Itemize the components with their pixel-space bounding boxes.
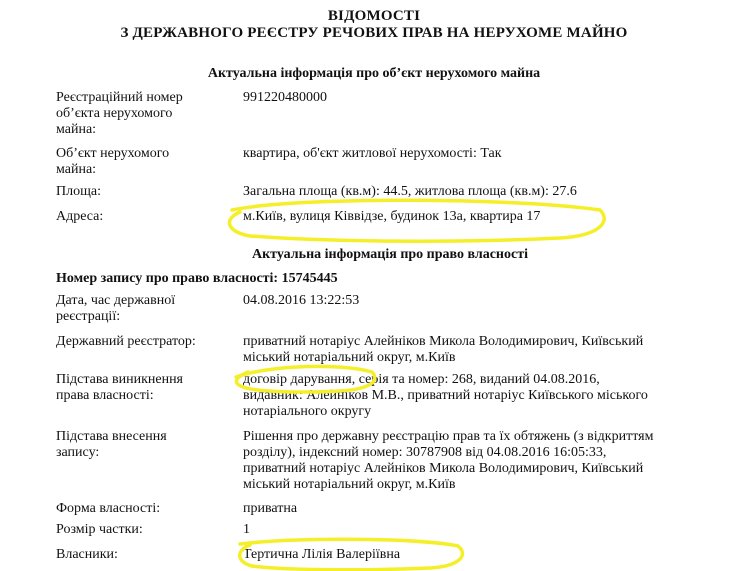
area-value: Загальна площа (кв.м): 44.5, житлова площа (кв.м): 27.6 xyxy=(243,184,577,199)
registration-number-value: 991220480000 xyxy=(243,90,327,105)
registrar-value: приватний нотаріус Алейніков Микола Володимирович, Київський міський нотаріальний округ, м.Київ xyxy=(243,334,644,365)
registrar-label: Державний реєстратор: xyxy=(56,334,196,349)
registration-number-label: Реєстраційний номер об’єкта нерухомого майна: xyxy=(56,90,183,137)
entry-basis-value: Рішення про державну реєстрацію прав та їх обтяжень (з відкриттям розділу), індексний номер: 30787908 від 04.08.2016 16:05:33, приватний нотаріус Алейніков Микола Володимирович, Київський міський нотаріальний округ, м.Київ xyxy=(243,429,654,492)
ownership-form-label: Форма власності: xyxy=(56,501,161,516)
share-size-value: 1 xyxy=(243,522,250,537)
share-size-label: Розмір частки: xyxy=(56,522,143,537)
property-object-label: Об’єкт нерухомого майна: xyxy=(56,146,170,177)
ownership-record-number: Номер запису про право власності: 15745445 xyxy=(56,271,338,286)
area-label: Площа: xyxy=(56,184,101,199)
owners-label: Власники: xyxy=(56,547,118,562)
owners-value: Тертична Лілія Валеріївна xyxy=(243,547,401,562)
ownership-basis-label: Підстава виникнення права власності: xyxy=(56,372,183,403)
object-section-heading: Актуальна інформація про об’єкт нерухомого майна xyxy=(207,66,541,81)
registration-date-label: Дата, час державної реєстрації: xyxy=(56,293,176,324)
rights-section-heading: Актуальна інформація про право власності xyxy=(252,247,528,262)
property-object-value: квартира, об'єкт житлової нерухомості: Так xyxy=(243,146,502,161)
ownership-form-value: приватна xyxy=(243,501,298,516)
entry-basis-label: Підстава внесення запису: xyxy=(56,429,167,460)
document-subtitle: З ДЕРЖАВНОГО РЕЄСТРУ РЕЧОВИХ ПРАВ НА НЕРУХОМЕ МАЙНО xyxy=(120,25,628,41)
address-label: Адреса: xyxy=(56,209,104,224)
registration-date-value: 04.08.2016 13:22:53 xyxy=(243,293,360,308)
ownership-basis-value: договір дарування, серія та номер: 268, виданий 04.08.2016, видавник: Алейніков М.В., приватний нотаріус Київського міського нотаріального округу xyxy=(243,372,648,419)
document-title: ВІДОМОСТІ xyxy=(327,8,421,24)
address-value: м.Київ, вулиця Ківвідзе, будинок 13а, квартира 17 xyxy=(243,209,541,224)
